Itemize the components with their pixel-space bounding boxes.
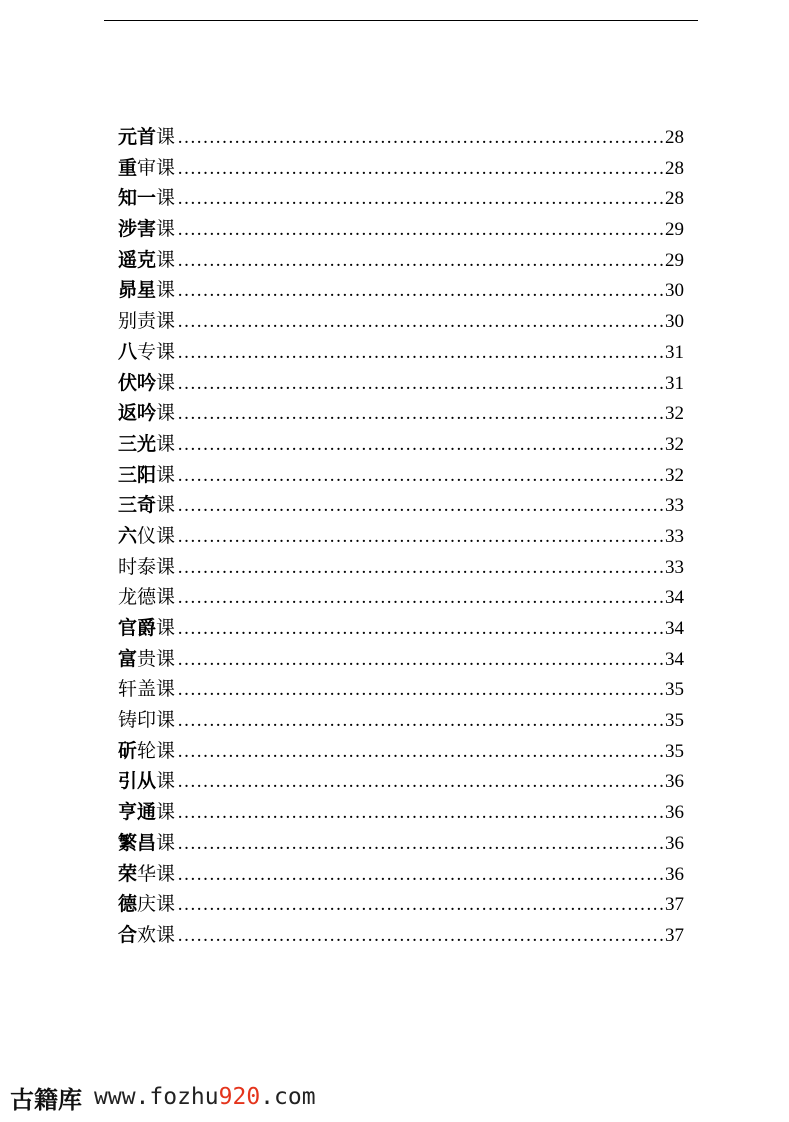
toc-entry[interactable] [118,674,684,705]
toc-entry[interactable] [118,582,684,613]
toc-dot-leader [177,461,663,491]
toc-entry[interactable] [118,644,684,675]
toc-entry-title [118,736,175,767]
toc-dot-leader [177,184,663,214]
watermark-url-number: 920 [218,1084,261,1110]
toc-page-number: 34 [665,618,684,639]
toc-entry-title-normal: 专 [137,340,157,363]
toc-page-number: 30 [665,280,684,302]
toc-entry-title-bold: 合 [118,923,138,946]
toc-entry-title-normal: 华 [137,862,157,885]
toc-page-number: 35 [665,710,684,732]
toc-entry-title-bold: 荣 [118,862,138,885]
toc-entry-title [118,613,175,644]
toc-entry-suffix: 课 [156,187,176,210]
toc-entry-title-bold: 繁昌 [118,831,157,854]
toc-entry-title-bold: 三奇 [118,494,157,517]
toc-dot-leader [177,338,663,368]
toc-dot-leader [177,276,663,306]
toc-entry-title [118,153,175,184]
toc-page-number: 28 [665,188,684,210]
toc-entry[interactable] [118,306,684,337]
toc-entry-suffix: 课 [156,248,176,271]
toc-page-number: 28 [665,157,684,179]
toc-page-number: 30 [665,311,684,333]
toc-entry[interactable] [118,214,684,245]
toc-entry[interactable] [118,122,684,153]
toc-dot-leader [177,860,663,890]
toc-page-number: 36 [665,832,684,854]
toc-entry-title-bold: 德 [118,893,138,916]
toc-dot-leader [177,553,663,583]
toc-entry-title-normal: 庆 [137,893,157,916]
toc-entry[interactable] [118,705,684,736]
toc-page-number: 29 [665,249,684,271]
toc-entry-title [118,460,175,491]
toc-dot-leader [177,522,663,552]
watermark-site-name: 古籍库 [10,1085,82,1114]
toc-entry[interactable] [118,828,684,859]
toc-page-number: 32 [665,433,684,455]
toc-entry-title-bold: 重 [118,156,138,179]
toc-entry-title-bold: 返吟 [118,402,157,425]
toc-entry-title [118,122,175,153]
toc-entry-suffix: 课 [156,432,176,455]
toc-page-number: 28 [665,127,684,148]
toc-entry-title-bold: 三光 [118,432,157,455]
toc-page-number: 36 [665,863,684,885]
toc-dot-leader [177,614,663,644]
toc-entry[interactable] [118,275,684,306]
toc-page-number: 36 [665,802,684,824]
toc-entry-title [118,828,175,859]
toc-entry-suffix: 课 [156,923,176,946]
toc-dot-leader [177,737,663,767]
toc-page-number: 37 [665,924,684,946]
toc-entry-suffix: 课 [156,801,176,824]
toc-page-number: 37 [665,894,684,916]
toc-entry[interactable] [118,552,684,583]
toc-entry-title [118,275,175,306]
watermark-url [94,1084,316,1110]
toc-entry-title-normal: 轩盖 [118,678,157,701]
toc-entry-title [118,337,175,368]
header-rule [104,20,698,21]
toc-entry-title-bold: 伏吟 [118,371,157,394]
watermark-url-suffix: .com [260,1084,316,1110]
toc-entry-title [118,398,175,429]
toc-entry[interactable] [118,490,684,521]
toc-entry-title [118,490,175,521]
toc-dot-leader [177,307,663,337]
toc-page-number: 36 [665,771,684,793]
toc-entry-suffix: 课 [156,709,176,732]
toc-entry-suffix: 课 [156,739,176,762]
toc-entry-suffix: 课 [156,218,176,241]
toc-entry-title [118,674,175,705]
toc-dot-leader [177,890,663,920]
toc-entry-suffix: 课 [156,647,176,670]
toc-page-number: 31 [665,372,684,394]
toc-entry-suffix: 课 [156,678,176,701]
toc-entry[interactable] [118,460,684,491]
toc-entry-title-bold: 元首 [118,126,157,148]
toc-entry-title [118,920,175,951]
toc-entry[interactable] [118,613,684,644]
toc-page-number: 29 [665,219,684,241]
toc-dot-leader [177,215,663,245]
toc-entry-title-bold: 遥克 [118,248,157,271]
toc-entry[interactable] [118,736,684,767]
toc-entry-title-bold: 知一 [118,187,157,210]
toc-entry-title [118,214,175,245]
toc-entry[interactable] [118,797,684,828]
toc-entry-suffix: 课 [156,524,176,547]
toc-dot-leader [177,645,663,675]
toc-entry[interactable] [118,429,684,460]
toc-entry-title-normal: 轮 [137,739,157,762]
toc-entry-title-bold: 引从 [118,770,157,793]
toc-page-number: 35 [665,679,684,701]
toc-dot-leader [177,399,663,429]
toc-entry-title-normal: 龙德 [118,586,157,609]
toc-entry-suffix: 课 [156,893,176,916]
toc-entry-title [118,582,175,613]
toc-entry[interactable] [118,889,684,920]
toc-entry-title-normal: 审 [137,156,157,179]
toc-dot-leader [177,767,663,797]
toc-entry-title-normal: 仪 [137,524,157,547]
toc-entry-title [118,183,175,214]
toc-entry-title-bold: 富 [118,647,138,670]
toc-entry-title-normal: 时泰 [118,555,157,578]
toc-entry-suffix: 课 [156,617,176,639]
toc-entry-title-normal: 欢 [137,923,157,946]
toc-page-number: 33 [665,525,684,547]
toc-entry[interactable] [118,859,684,890]
toc-entry-title-bold: 亨通 [118,801,157,824]
watermark-url-prefix: www.fozhu [94,1084,219,1110]
toc-entry-suffix: 课 [156,402,176,425]
toc-entry[interactable] [118,920,684,951]
toc-entry-title [118,552,175,583]
toc-dot-leader [177,798,663,828]
toc-entry-suffix: 课 [156,279,176,302]
toc-dot-leader [177,675,663,705]
toc-dot-leader [177,829,663,859]
table-of-contents [118,122,684,951]
toc-dot-leader [177,123,663,153]
toc-entry-suffix: 课 [156,494,176,517]
toc-page-number: 33 [665,556,684,578]
toc-entry-title [118,797,175,828]
toc-entry-title [118,429,175,460]
toc-entry-suffix: 课 [156,371,176,394]
toc-entry[interactable] [118,368,684,399]
toc-entry-title-bold: 昴星 [118,279,157,302]
toc-page-number: 32 [665,464,684,486]
toc-entry-title [118,766,175,797]
toc-entry-title [118,306,175,337]
toc-entry[interactable] [118,337,684,368]
toc-entry-title [118,521,175,552]
toc-entry-suffix: 课 [156,340,176,363]
toc-entry[interactable] [118,183,684,214]
toc-entry-title-bold: 官爵 [118,617,157,639]
toc-entry-suffix: 课 [156,831,176,854]
toc-entry[interactable] [118,398,684,429]
toc-entry[interactable] [118,521,684,552]
toc-entry[interactable] [118,153,684,184]
toc-page-number: 33 [665,495,684,517]
toc-entry-title [118,644,175,675]
toc-dot-leader [177,246,663,276]
toc-dot-leader [177,154,663,184]
site-watermark [10,1080,316,1114]
toc-entry-suffix: 课 [156,126,176,148]
toc-entry-suffix: 课 [156,310,176,333]
toc-entry-title-bold: 斫 [118,739,138,762]
toc-entry[interactable] [118,245,684,276]
toc-entry-title-normal: 铸印 [118,709,157,732]
toc-dot-leader [177,921,663,951]
toc-entry-title-normal: 贵 [137,647,157,670]
toc-entry-title-bold: 三阳 [118,463,157,486]
toc-entry-suffix: 课 [156,156,176,179]
toc-entry-title [118,889,175,920]
toc-dot-leader [177,706,663,736]
toc-dot-leader [177,583,663,613]
toc-entry-title-bold: 涉害 [118,218,157,241]
toc-dot-leader [177,430,663,460]
toc-entry-title [118,368,175,399]
toc-page-number: 32 [665,403,684,425]
toc-entry-suffix: 课 [156,586,176,609]
toc-dot-leader [177,491,663,521]
toc-entry[interactable] [118,766,684,797]
toc-entry-title-bold: 八 [118,340,138,363]
toc-page-number: 34 [665,648,684,670]
toc-entry-suffix: 课 [156,555,176,578]
toc-entry-suffix: 课 [156,463,176,486]
toc-entry-title [118,245,175,276]
toc-page-number: 35 [665,740,684,762]
toc-entry-title [118,705,175,736]
toc-page-number: 31 [665,341,684,363]
toc-entry-title-normal: 别责 [118,310,157,333]
toc-entry-title-bold: 六 [118,524,138,547]
toc-entry-suffix: 课 [156,770,176,793]
toc-entry-title [118,859,175,890]
toc-dot-leader [177,369,663,399]
toc-page-number: 34 [665,587,684,609]
toc-entry-suffix: 课 [156,862,176,885]
